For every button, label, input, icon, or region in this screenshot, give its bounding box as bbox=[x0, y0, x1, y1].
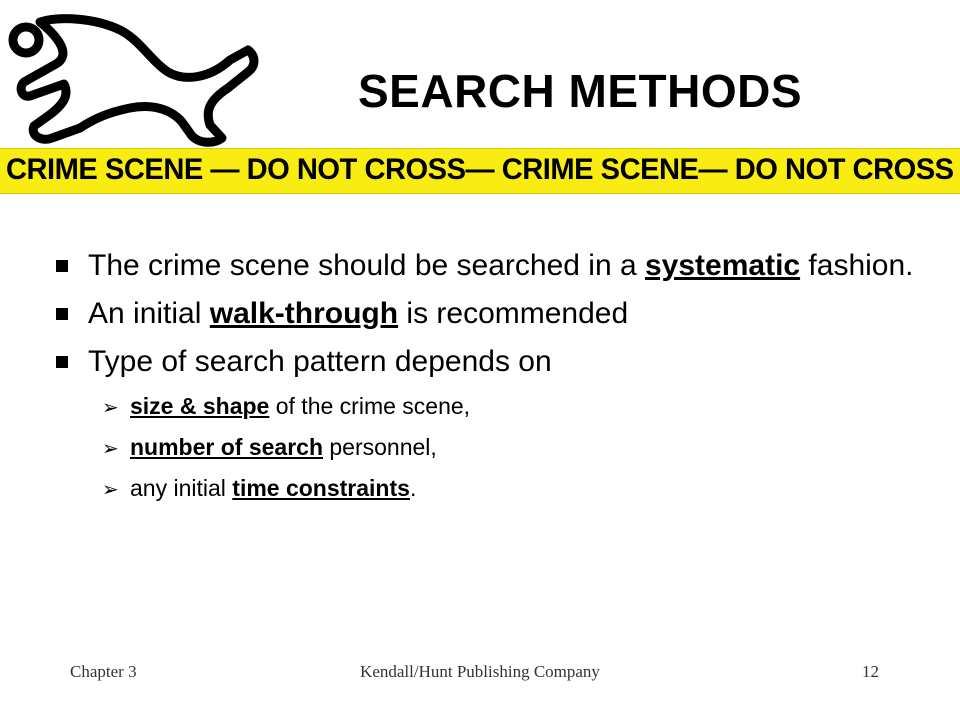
square-bullet-icon bbox=[56, 260, 68, 272]
sub-bullet-item bbox=[50, 474, 930, 502]
footer-publisher: Kendall/Hunt Publishing Company bbox=[360, 662, 600, 681]
sub-bullet-emphasis: size & shape bbox=[130, 393, 270, 419]
sub-bullet-text: any initial bbox=[130, 475, 233, 501]
sub-bullet-text: personnel, bbox=[323, 434, 437, 460]
bullet-text: is recommended bbox=[398, 297, 629, 330]
bullet-list bbox=[50, 248, 930, 515]
bullet-text: The crime scene should be searched in a bbox=[88, 249, 645, 282]
arrow-bullet-icon: ➢ bbox=[102, 436, 119, 460]
sub-bullet-text: of the crime scene, bbox=[269, 393, 471, 419]
footer-chapter: Chapter 3 bbox=[70, 662, 137, 681]
bullet-item bbox=[50, 248, 930, 284]
crime-scene-tape-banner bbox=[0, 148, 960, 194]
arrow-bullet-icon: ➢ bbox=[102, 395, 119, 419]
sub-bullet-item bbox=[50, 433, 930, 461]
bullet-text: Type of search pattern depends on bbox=[88, 345, 552, 378]
sub-bullet-emphasis: time constraints bbox=[232, 475, 410, 501]
bullet-item bbox=[50, 296, 930, 332]
footer-page-number: 12 bbox=[862, 662, 879, 681]
slide-title: SEARCH METHODS bbox=[357, 65, 803, 117]
bullet-emphasis: systematic bbox=[644, 249, 801, 282]
square-bullet-icon bbox=[56, 308, 68, 320]
bullet-emphasis: walk-through bbox=[209, 297, 399, 330]
bullet-text: An initial bbox=[88, 297, 210, 330]
bullet-text: fashion. bbox=[800, 249, 914, 282]
bullet-item bbox=[50, 344, 930, 380]
body-outline-icon bbox=[0, 0, 268, 148]
tape-text: CRIME SCENE — DO NOT CROSS— CRIME SCENE— DO NOT CROSS bbox=[6, 153, 954, 186]
sub-bullet-emphasis: number of search bbox=[130, 434, 323, 460]
arrow-bullet-icon: ➢ bbox=[102, 477, 119, 501]
sub-bullet-text: . bbox=[409, 475, 417, 501]
sub-bullet-item bbox=[50, 392, 930, 420]
square-bullet-icon bbox=[56, 356, 68, 368]
